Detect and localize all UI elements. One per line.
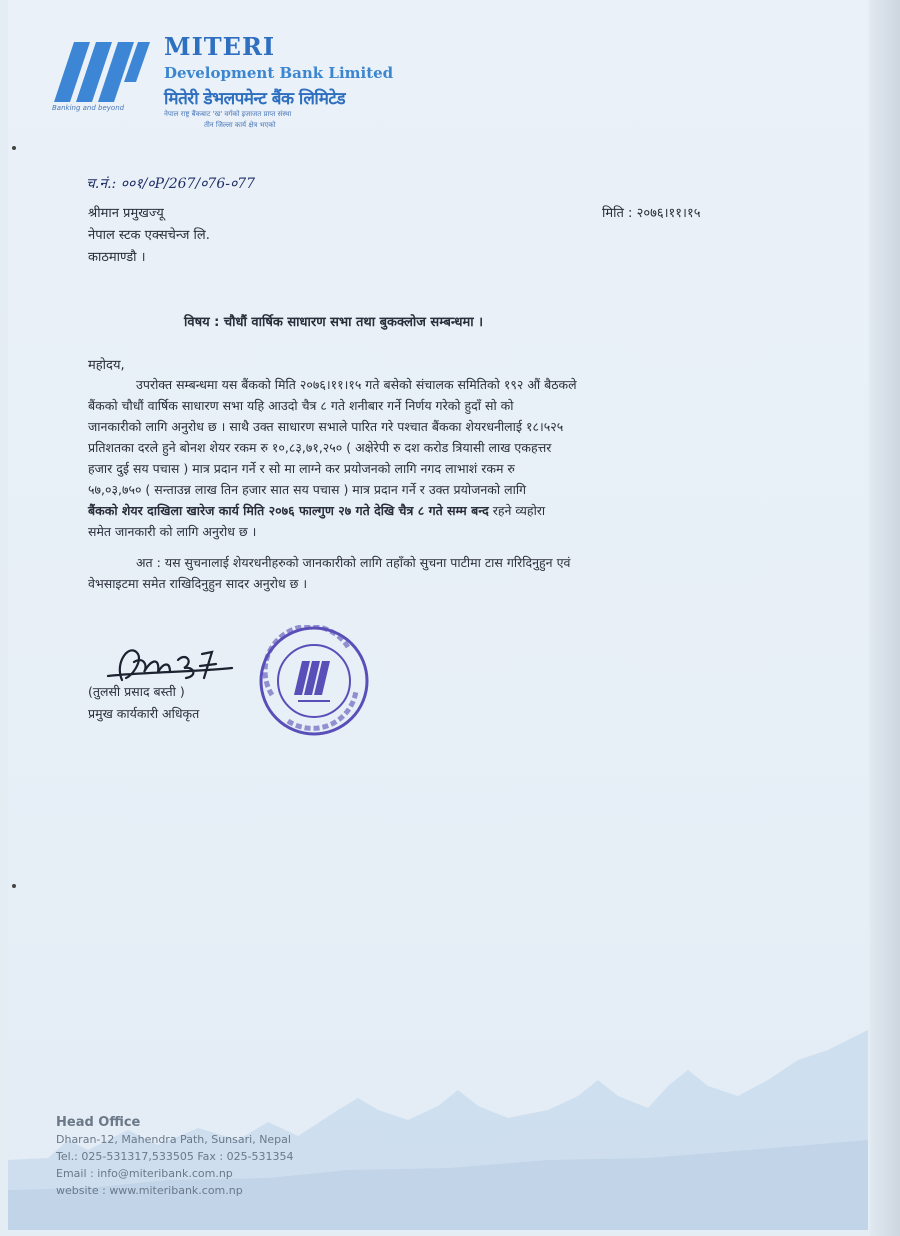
letter-subject: विषय : चौधौं वार्षिक साधारण सभा तथा बुकक्लोज सम्बन्धमा । <box>184 315 484 330</box>
footer-contact <box>56 1114 294 1199</box>
bookclose-notice: बैंकको शेयर दाखिला खारेज कार्य मिति २०७६ फाल्गुण २७ गते देखि चैत्र ८ गते सम्म बन्द <box>88 503 489 518</box>
letter-reference: च.नं.: ००१/०P/267/०76-०77 <box>86 176 256 192</box>
body-paragraph-2 <box>88 552 778 594</box>
salutation: महोदय, <box>88 358 125 373</box>
signatory-title: प्रमुख कार्यकारी अधिकृत <box>88 706 200 721</box>
letter-page <box>8 0 868 1230</box>
company-seal-icon <box>258 625 370 737</box>
recipient-line: काठमाण्डौ । <box>88 250 146 265</box>
paragraph-line: बैंकको चौधौं वार्षिक साधारण सभा यहि आउदो चैत्र ८ गते शनीबार गर्ने निर्णय गरेको हुदाँ सो को <box>88 398 514 413</box>
paragraph-line: जानकारीको लागि अनुरोध छ । साथै उक्त साधारण सभाले पारित गरे पश्चात बैंकका शेयरधनीलाई १८।५२५ <box>88 419 564 434</box>
recipient-line: नेपाल स्टक एक्सचेन्ज लि. <box>88 228 210 243</box>
bank-logo-icon <box>52 38 152 106</box>
bank-tagline: Banking and beyond <box>52 104 125 112</box>
scan-speck <box>12 884 16 888</box>
scan-speck <box>12 146 16 150</box>
bank-license-note: नेपाल राष्ट्र बैंकबाट 'ख' वर्गको इजाजत प्राप्त संस्था <box>164 110 292 118</box>
footer-title: Head Office <box>56 1115 141 1130</box>
footer-website: website : www.miteribank.com.np <box>56 1184 243 1197</box>
bank-working-area-note: तीन जिल्ला कार्य क्षेत्र भएको <box>204 121 276 129</box>
paragraph-line-tail: रहने व्यहोरा <box>488 503 546 518</box>
bank-name-en: MITERI <box>164 32 276 61</box>
footer-email: Email : info@miteribank.com.np <box>56 1167 233 1180</box>
paragraph-line <box>88 500 778 521</box>
paragraph-line: अत : यस सुचनालाई शेयरधनीहरुको जानकारीको लागि तहाँको सुचना पाटीमा टास गरिदिनुहुन एवं <box>136 555 571 570</box>
footer-address: Dharan-12, Mahendra Path, Sunsari, Nepal <box>56 1133 291 1146</box>
paragraph-line: हजार दुई सय पचास ) मात्र प्रदान गर्ने र सो मा लाग्ने कर प्रयोजनको लागि नगद लाभाशं रकम रु <box>88 461 515 476</box>
letter-date: मिति : २०७६।११।१५ <box>602 206 701 221</box>
signatory-name: (तुलसी प्रसाद बस्ती ) <box>88 684 185 699</box>
footer-phone: Tel.: 025-531317,533505 Fax : 025-531354 <box>56 1150 294 1163</box>
body-paragraph-1 <box>88 374 778 542</box>
paragraph-line: ५७,०३,७५० ( सन्ताउन्न लाख तिन हजार सात सय पचास ) मात्र प्रदान गर्ने र उक्त प्रयोजनको लागि <box>88 482 527 497</box>
scan-edge <box>870 0 900 1236</box>
bank-name-en-subtitle: Development Bank Limited <box>164 64 394 82</box>
paragraph-line: उपरोक्त सम्बन्धमा यस बैंकको मिति २०७६।११।१५ गते बसेको संचालक समितिको १९२ औं बैठकले <box>136 377 577 392</box>
paragraph-line: प्रतिशतका दरले हुने बोनश शेयर रकम रु १०,८३,७१,२५० ( अक्षेरेपी रु दश करोड त्रियासी लाख एकहत्तर <box>88 440 552 455</box>
recipient-line: श्रीमान प्रमुखज्यू <box>88 206 164 221</box>
bank-name-np: मितेरी डेभलपमेन्ट बैंक लिमिटेड <box>164 89 346 109</box>
paragraph-line: समेत जानकारी को लागि अनुरोध छ । <box>88 524 257 539</box>
paragraph-line: वेभसाइटमा समेत राखिदिनुहुन सादर अनुरोध छ । <box>88 576 308 591</box>
